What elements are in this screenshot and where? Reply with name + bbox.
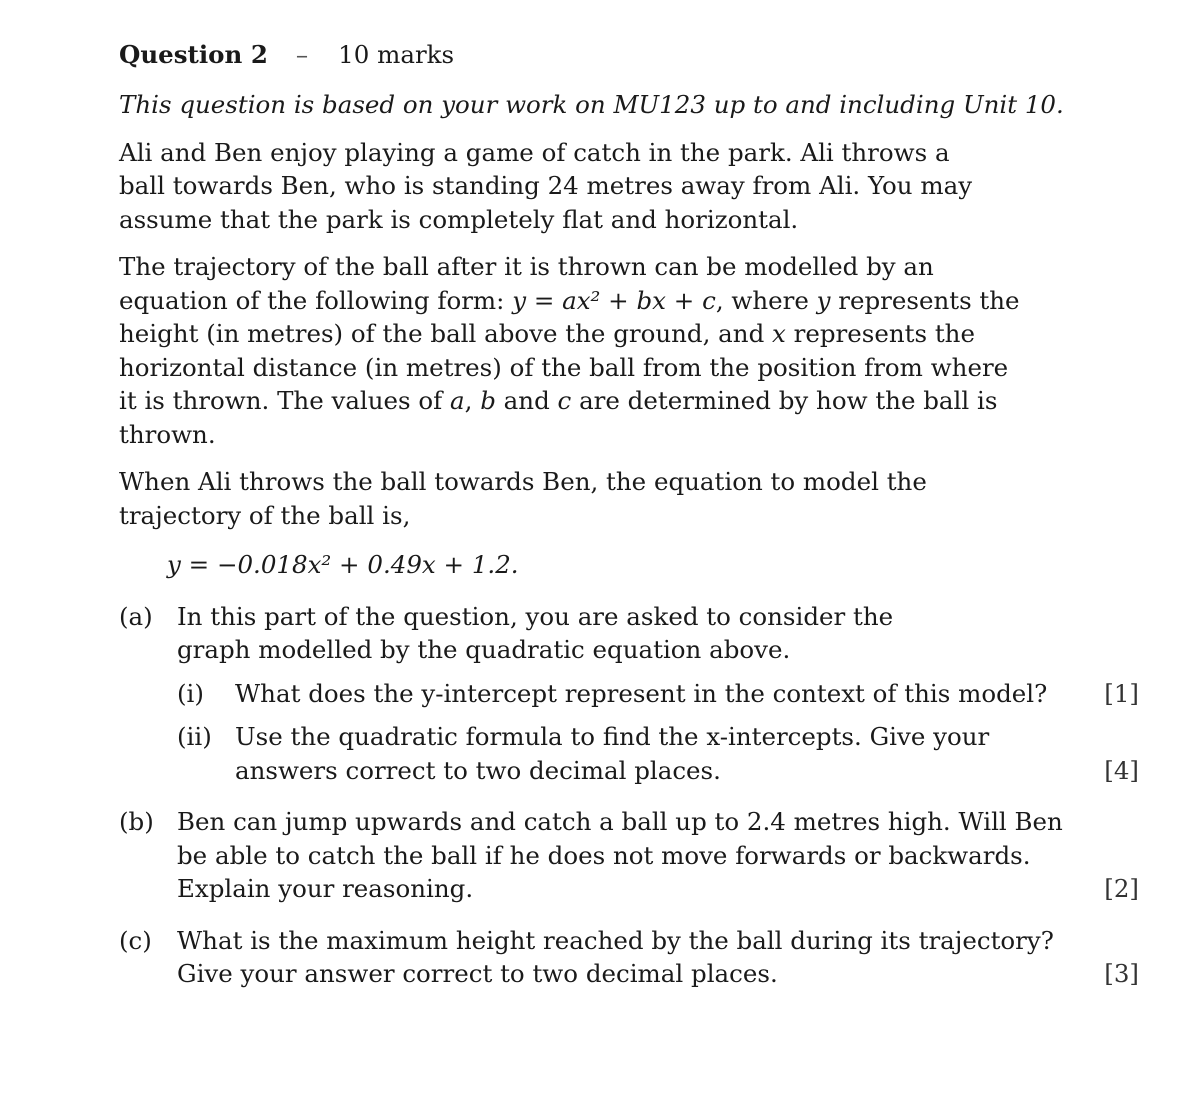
part-b-line1: Ben can jump upwards and catch a ball up to 2.4 metres high. Will Ben — [177, 807, 1063, 836]
question-marks: 10 marks — [338, 40, 455, 69]
model-text-c: represents the height (in metres) of the ball above the ground, and — [119, 285, 1020, 348]
model-text-d: represents the horizontal distance (in metres) of the ball from the position from where it is thrown. The values of — [119, 319, 1009, 415]
question-header — [119, 38, 1139, 78]
part-a-ii-line2: answers correct to two decimal places. — [235, 755, 721, 785]
part-a-ii-line1: Use the quadratic formula to find the x-intercepts. Give your — [235, 722, 990, 751]
model-text-a: The trajectory of the ball after it is thrown can be modelled by an equation of the following form: — [119, 252, 934, 315]
part-b-line2: be able to catch the ball if he does not move forwards or backwards. — [177, 840, 1031, 870]
var-x: x — [772, 319, 786, 348]
part-a-text: In this part of the question, you are asked to consider the graph modelled by the quadratic equation above. — [177, 601, 894, 664]
var-b: b — [480, 386, 496, 415]
part-a-label: (a) — [119, 601, 153, 631]
model-text-e: , — [464, 386, 481, 415]
question-page — [119, 38, 1139, 991]
part-b — [119, 805, 1139, 906]
part-a — [119, 600, 1139, 788]
part-a-i — [177, 677, 1139, 711]
intro-text: This question is based on your work on MU123 up to and including Unit 10. — [119, 90, 1064, 119]
equation-intro: When Ali throws the ball towards Ben, the equation to model the trajectory of the ball is, — [119, 467, 927, 530]
model-text-f: and — [495, 386, 558, 415]
scenario-paragraph: Ali and Ben enjoy playing a game of catch in the park. Ali throws a ball towards Ben, who is standing 24 metres away from Ali. You may assume that the park is completely flat and horizontal. — [119, 137, 973, 234]
part-b-label: (b) — [119, 807, 154, 836]
part-a-ii-label: (ii) — [177, 722, 212, 751]
part-a-ii-mark: [4] — [1104, 755, 1139, 785]
part-b-mark: [2] — [1104, 874, 1139, 903]
var-c: c — [557, 386, 572, 415]
var-y: y — [816, 285, 831, 315]
model-paragraph — [119, 250, 1029, 451]
model-equation: y = −0.018x² + 0.49x + 1.2. — [167, 550, 519, 579]
part-a-i-label: (i) — [177, 678, 204, 708]
part-c-label: (c) — [119, 925, 152, 955]
part-c-line1: What is the maximum height reached by the ball during its trajectory? — [177, 925, 1054, 955]
part-c — [119, 924, 1139, 991]
question-title: Question 2 — [119, 40, 268, 69]
part-a-i-text: What does the y-intercept represent in the context of this model? — [235, 678, 1048, 708]
part-a-ii — [177, 720, 1139, 787]
model-text-b: , where — [715, 285, 817, 315]
part-c-mark: [3] — [1104, 959, 1139, 988]
model-text-g: are determined by how the ball is thrown. — [119, 386, 998, 449]
part-c-line2: Give your answer correct to two decimal places. — [177, 959, 778, 988]
part-a-i-mark: [1] — [1104, 678, 1139, 708]
var-a: a — [450, 386, 465, 415]
part-b-line3: Explain your reasoning. — [177, 874, 474, 903]
header-dash: – — [295, 40, 309, 69]
general-formula: y = ax² + bx + c — [512, 285, 716, 315]
